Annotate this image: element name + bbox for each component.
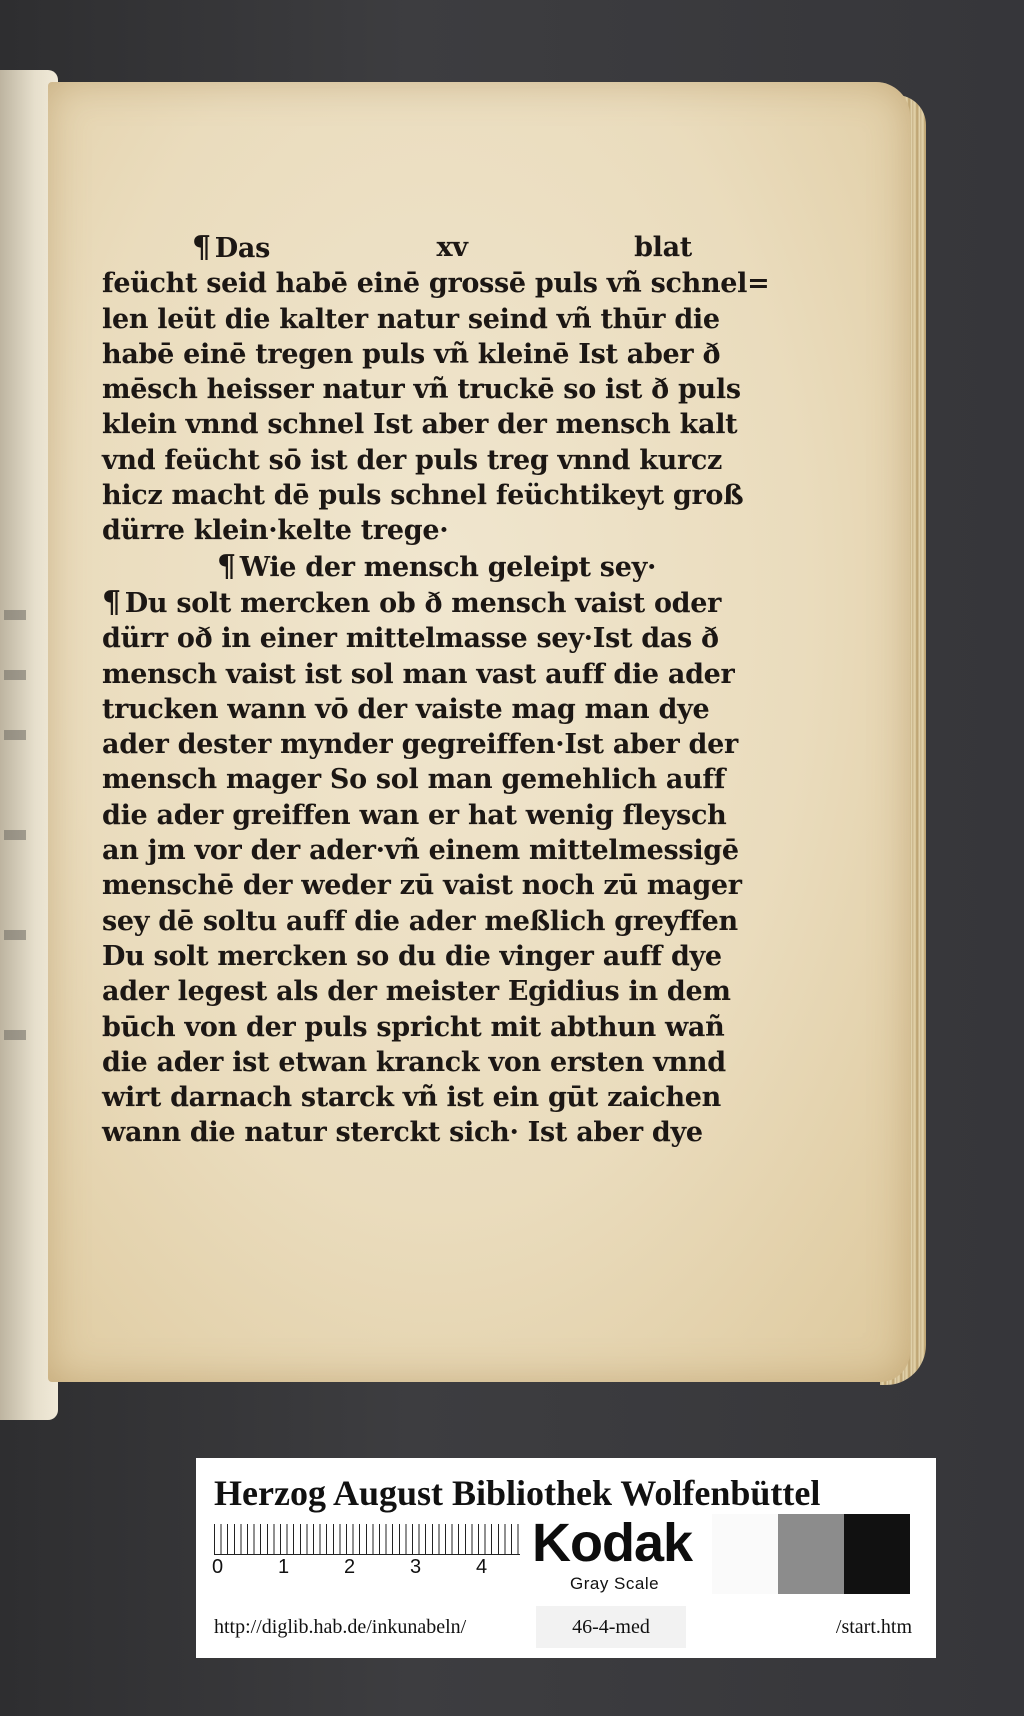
text-line: ¶ Du solt mercken ob ð mensch vaist oder bbox=[102, 584, 722, 620]
ruler-number: 4 bbox=[476, 1556, 488, 1578]
pilcrow-icon: ¶ bbox=[192, 230, 211, 265]
text-line: feücht seid habē einē grossē puls vñ schnel= bbox=[102, 268, 770, 300]
text-line: habē einē tregen puls vñ kleinē Ist aber ð bbox=[102, 338, 721, 370]
text-line: mensch mager So sol man gemehlich auff bbox=[102, 764, 726, 796]
header-right: blat bbox=[634, 232, 692, 263]
white-swatch bbox=[712, 1514, 778, 1594]
text-line: die ader greiffen wan er hat wenig fleysch bbox=[102, 799, 727, 831]
source-url: http://diglib.hab.de/inkunabeln/ bbox=[214, 1616, 467, 1638]
ruler-number: 3 bbox=[410, 1556, 422, 1578]
ruler-number: 0 bbox=[212, 1556, 224, 1578]
text-line: an jm vor der ader·vñ einem mittelmessigē bbox=[102, 835, 739, 867]
text-line: hicz macht dē puls schnel feüchtikeyt groß bbox=[102, 480, 744, 512]
text-line: mēsch heisser natur vñ truckē so ist ð puls bbox=[102, 374, 741, 406]
bleed-mark bbox=[4, 670, 26, 680]
bleed-mark bbox=[4, 730, 26, 740]
section-heading: ¶ Wie der mensch geleipt sey· bbox=[217, 548, 657, 584]
running-header bbox=[102, 230, 702, 266]
shelfmark: 46-4-med bbox=[536, 1606, 686, 1648]
text-line: dürre klein·kelte trege· bbox=[102, 515, 449, 547]
kodak-logo: Kodak bbox=[532, 1513, 693, 1573]
library-name: Herzog August Bibliothek Wolfenbüttel bbox=[214, 1473, 821, 1513]
text-line: klein vnnd schnel Ist aber der mensch kalt bbox=[102, 409, 738, 441]
text-line: Du solt mercken so du die vinger auff dye bbox=[102, 940, 722, 972]
text-line: vnd feücht sō ist der puls treg vnnd kurcz bbox=[102, 444, 723, 476]
text-line: trucken wann vō der vaiste mag man dye bbox=[102, 693, 710, 725]
ruler-number: 1 bbox=[278, 1556, 290, 1578]
text-line: mensch vaist ist sol man vast auff die ader bbox=[102, 658, 735, 690]
text-line: die ader ist etwan kranck von ersten vnnd bbox=[102, 1046, 726, 1078]
text-line: sey dē soltu auff die ader meßlich greyffen bbox=[102, 905, 738, 937]
bleed-mark bbox=[4, 1030, 26, 1040]
text-line: wirt darnach starck vñ ist ein gūt zaichen bbox=[102, 1082, 721, 1114]
gray-scale-label: Gray Scale bbox=[570, 1574, 660, 1593]
bleed-mark bbox=[4, 830, 26, 840]
text-line: būch von der puls spricht mit abthun wañ bbox=[102, 1011, 725, 1043]
text-line: menschē der weder zū vaist noch zū mager bbox=[102, 870, 742, 902]
pilcrow-icon: ¶ bbox=[102, 584, 121, 620]
header-folio: xv bbox=[436, 232, 468, 263]
text-line: wann die natur sterckt sich· Ist aber dye bbox=[102, 1117, 703, 1149]
black-swatch bbox=[844, 1514, 910, 1594]
url-suffix: /start.htm bbox=[835, 1616, 912, 1638]
header-left: Das bbox=[214, 233, 271, 264]
pilcrow-icon: ¶ bbox=[217, 548, 236, 584]
text-line: ader dester mynder gegreiffen·Ist aber der bbox=[102, 729, 738, 761]
ruler-number: 2 bbox=[344, 1556, 356, 1578]
text-line: len leüt die kalter natur seind vñ thūr die bbox=[102, 303, 720, 335]
bleed-mark bbox=[4, 930, 26, 940]
gray-swatch bbox=[778, 1514, 844, 1594]
text-line: ader legest als der meister Egidius in dem bbox=[102, 976, 731, 1008]
color-target-card bbox=[196, 1458, 936, 1658]
measure-ruler bbox=[214, 1524, 520, 1555]
text-line: dürr oð in einer mittelmasse sey·Ist das ð bbox=[102, 623, 719, 655]
bleed-mark bbox=[4, 610, 26, 620]
incunable-text bbox=[102, 230, 770, 1151]
